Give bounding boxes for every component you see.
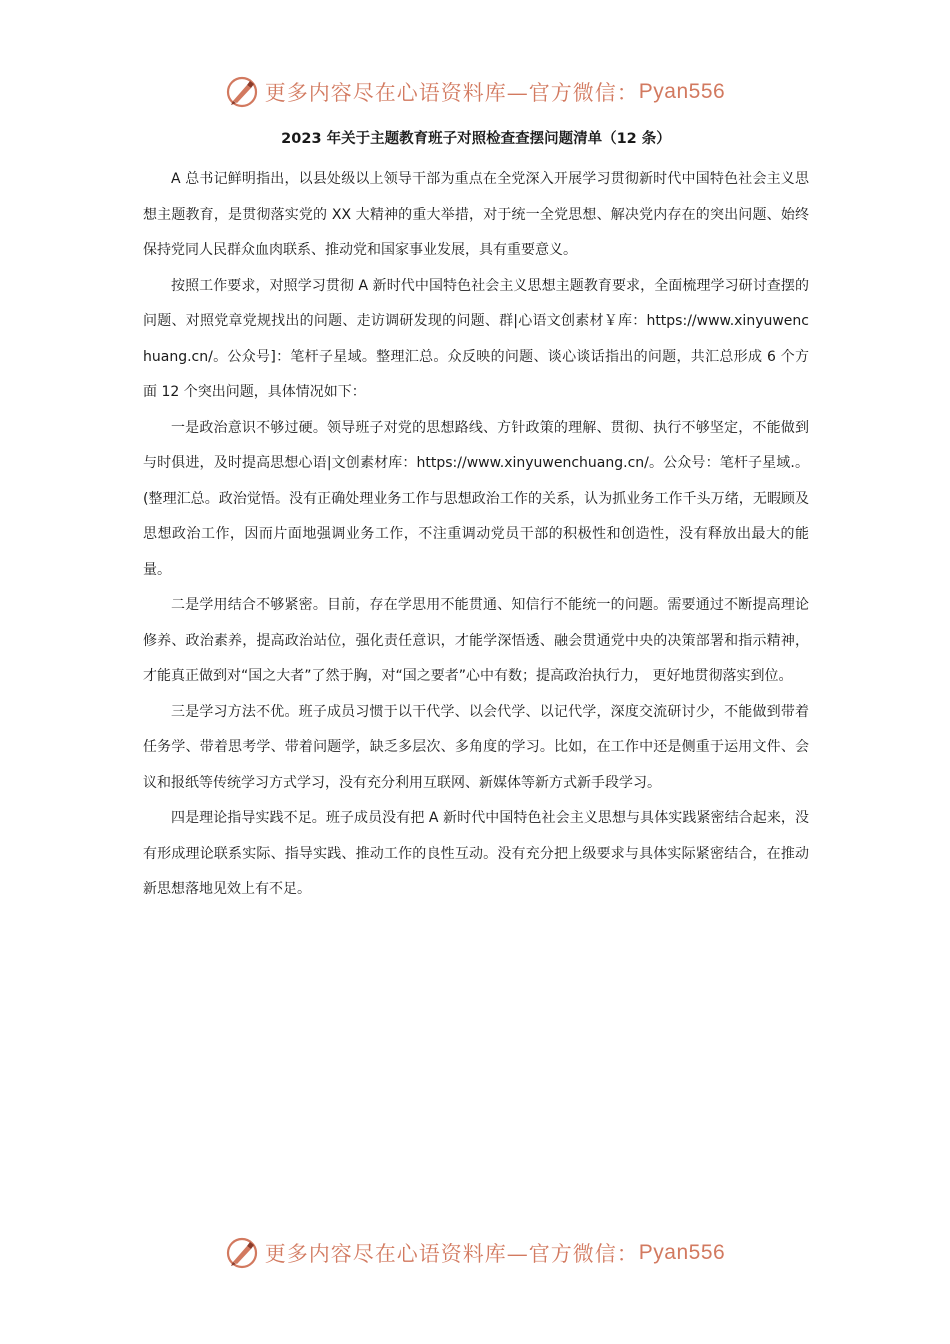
document-body — [143, 126, 809, 908]
paragraph-5: 三是学习方法不优。班子成员习惯于以干代学、以会代学、以记代学，深度交流研讨少，不能做到带着任务学、带着思考学、带着问题学，缺乏多层次、多角度的学习。比如，在工作中还是侧重于运用文件、会议和报纸等传统学习方式学习，没有充分利用互联网、新媒体等新方式新手段学习。 — [143, 703, 809, 791]
watermark-banner-top — [0, 72, 950, 112]
paragraph-4: 二是学用结合不够紧密。目前，存在学思用不能贯通、知信行不能统一的问题。需要通过不断提高理论修养、政治素养，提高政治站位，强化责任意识，才能学深悟透、融会贯通党中央的决策部署和指示精神，才能真正做到对“国之大者”了然于胸，对“国之要者”心中有数；提高政治执行力， 更好地贯彻落实到位。 — [143, 597, 809, 684]
paragraph-6: 四是理论指导实践不足。班子成员没有把 A 新时代中国特色社会主义思想与具体实践紧密结合起来，没有形成理论联系实际、指导实践、推动工作的良性互动。没有充分把上级要求与具体实际紧密结合，在推动新思想落地见效上有不足。 — [143, 810, 809, 897]
paragraph-2: 按照工作要求，对照学习贯彻 A 新时代中国特色社会主义思想主题教育要求，全面梳理学习研讨查摆的问题、对照党章党规找出的问题、走访调研发现的问题、群|心语文创素材￥库：https://www.xinyuwenchuang.cn/。公众号]：笔杆子星域。整理汇总。众反映的问题、谈心谈话指出的问题，共汇总形成 6 个方面 12 个突出问题，具体情况如下： — [143, 277, 809, 400]
watermark-handle: Pyan556 — [638, 1241, 726, 1264]
watermark-handle: Pyan556 — [638, 80, 726, 103]
paragraph-3: 一是政治意识不够过硬。领导班子对党的思想路线、方针政策的理解、贯彻、执行不够坚定，不能做到与时俱进，及时提高思想心语|文创素材库：https://www.xinyuwenchuang.cn/。公众号：笔杆子星域.。(整理汇总。政治觉悟。没有正确处理业务工作与思想政治工作的关系，认为抓业务工作千头万绪，无暇顾及思想政治工作，因而片面地强调业务工作，不注重调动党员干部的积极性和创造性，没有释放出最大的能量。 — [143, 419, 809, 578]
pen-logo-icon — [225, 1236, 259, 1270]
watermark-text: 更多内容尽在心语资料库—官方微信： — [264, 81, 639, 105]
pen-logo-icon — [225, 75, 259, 109]
document-title: 2023 年关于主题教育班子对照检查查摆问题清单（12 条） — [281, 131, 671, 147]
watermark-text: 更多内容尽在心语资料库—官方微信： — [264, 1242, 639, 1266]
paragraph-1: A 总书记鲜明指出，以县处级以上领导干部为重点在全党深入开展学习贯彻新时代中国特色社会主义思想主题教育，是贯彻落实党的 XX 大精神的重大举措，对于统一全党思想、解决党内存在的突出问题、始终保持党同人民群众血肉联系、推动党和国家事业发展，具有重要意义。 — [143, 171, 809, 258]
watermark-banner-bottom — [0, 1233, 950, 1273]
